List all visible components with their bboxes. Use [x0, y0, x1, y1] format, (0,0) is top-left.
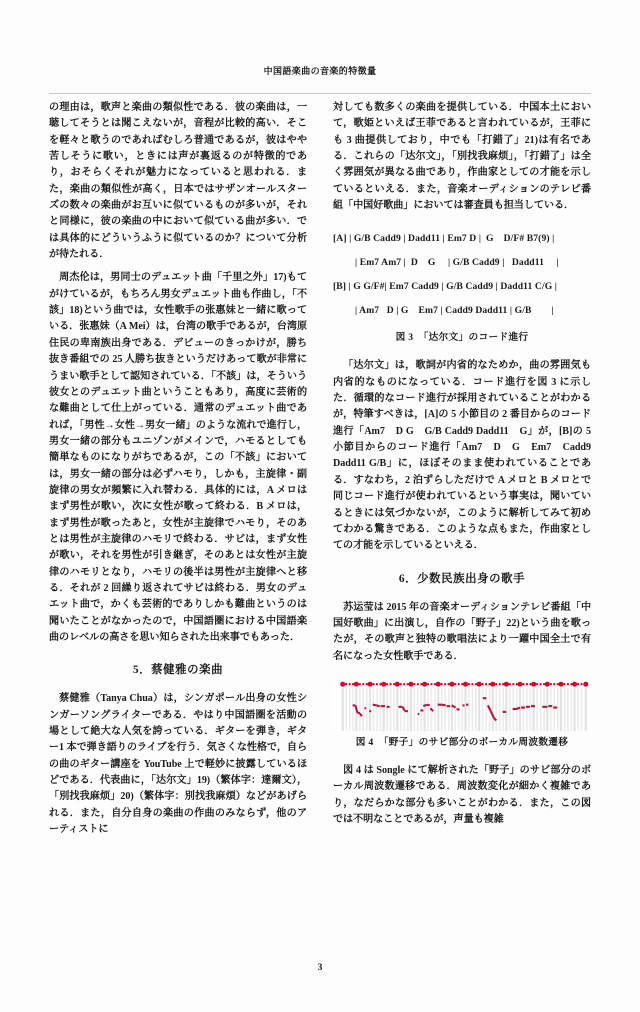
- gridline-subdivision: [366, 688, 368, 731]
- gridline-subdivision: [509, 688, 511, 731]
- gridline-subdivision: [461, 688, 463, 731]
- gridline-subdivision: [550, 688, 552, 731]
- gridline-subdivision: [373, 688, 375, 731]
- subdivision-dot: [420, 683, 422, 685]
- beat-dot: [518, 682, 523, 687]
- closing-gap: [333, 750, 591, 763]
- chord-line-b2: | Am7 D | G Em7 | Cadd9 Dadd11 | G/B |: [355, 305, 554, 317]
- beat-dot: [583, 682, 588, 687]
- gridline-subdivision: [359, 688, 361, 731]
- gridline-beat: [505, 688, 507, 731]
- beat-dot: [449, 682, 454, 687]
- gridline-beat: [492, 688, 494, 731]
- gridline-beat: [423, 688, 425, 731]
- gridline-subdivision: [390, 688, 392, 731]
- gridline-subdivision: [417, 688, 419, 731]
- beat-dot: [354, 682, 359, 687]
- right-intro-paragraph: 対しても数多くの楽曲を提供している．中国本土において，歌姫といえば王菲であると言われているが，王菲にも 3 曲提供しており，中でも「打錯了」21)は有名である．これらの「达尔文」，「別找我麻烦」，「打錯了」は全く雰囲気が異なる曲であり，作曲家としての才能を示しているといえる．また，音楽オーディションのテレビ番組「中国好歌曲」においては審査員も担当している．: [333, 102, 591, 212]
- subdivision-dot: [417, 683, 419, 685]
- chord-line-a1: [A] | G/B Cadd9 | Dadd11 | Em7 D | G D/F# B7(9) |: [333, 233, 555, 245]
- gridline-subdivision: [536, 688, 538, 731]
- subdivision-dot: [563, 683, 565, 685]
- beat-dot: [463, 682, 468, 687]
- subdivision-dot: [512, 683, 514, 685]
- right-analysis-paragraph: 「达尔文」は，歌詞が内省的なためか，曲の雰囲気も内省的なものになっている．コード進行を図 3 に示した．循環的なコード進行が採用されていることがわかるが，特筆すべきは，[A]の 5 小節目の 2 番目からのコード進行「Am7 D G G/B Cadd9 Dadd11 G」が，[B]の 5 小節目からのコード進行「Am7 D G Em7 Cadd9 Dadd11 G/B」に，ほぼそのまま使われていることである．すなわち，2 泊ずらしただけで A メロと B メロとで同じコード進行が使われているという事実は，聞いているときには気づかないが，このように解析してみて初めてわかる驚きである．このような点もまた，作曲家としての才能を示しているといえる．: [333, 360, 591, 552]
- running-head: 中国語楽曲の音楽的特徴量: [263, 66, 377, 76]
- vocal-frequency-chart: [333, 679, 591, 731]
- subdivision-dot: [352, 683, 354, 685]
- pitch-segment: [377, 705, 380, 706]
- section-gap-top: [49, 646, 307, 662]
- gridline-subdivision: [495, 688, 497, 731]
- gridline-subdivision: [553, 688, 555, 731]
- left-column: [49, 100, 307, 838]
- section6-gap-bottom: [333, 587, 591, 600]
- subdivision-dot: [359, 683, 361, 685]
- subdivision-dot: [553, 683, 555, 685]
- gridline-subdivision: [441, 688, 443, 731]
- left-paragraph-1: の理由は，歌声と楽曲の類似性である．彼の楽曲は，一聴してそうとは聞こえないが，音程が比較的高い．そこを軽々と歌うのであればむしろ普通であるが，彼はやや苦しそうに歌い，ときには声が裏返るのが特徴的であり，おそらくそれが魅力になっていると思われる．また，楽曲の類似性が高く，日本ではサザンオールスターズの数々の楽曲がお互いに似ているものが多いが，それと同様に，彼の楽曲の中において似ている曲が多い．では具体的にどういうふうに似ているのか？について分析が待たれる．: [49, 102, 307, 261]
- subdivision-dot: [389, 683, 391, 685]
- gridline-beat: [410, 688, 412, 731]
- pitch-segment: [373, 705, 377, 706]
- subdivision-dot: [502, 683, 504, 685]
- subdivision-dot: [580, 683, 582, 685]
- beat-dot: [436, 682, 441, 687]
- subdivision-dot: [567, 683, 569, 685]
- subdivision-dot: [403, 683, 405, 685]
- gridline-subdivision: [564, 688, 566, 731]
- beat-dot: [545, 682, 550, 687]
- header-rule: [49, 93, 591, 94]
- subdivision-dot: [516, 683, 518, 685]
- pitch-segment: [357, 713, 359, 714]
- figure3-gap-top: [333, 214, 591, 227]
- subdivision-dot: [499, 683, 501, 685]
- beat-dot: [477, 682, 482, 687]
- subdivision-dot: [485, 683, 487, 685]
- subdivision-dot: [430, 683, 432, 685]
- gridline-subdivision: [434, 688, 436, 731]
- gridline-subdivision: [455, 688, 457, 731]
- gridline-subdivision: [540, 688, 542, 731]
- gridline-beat: [342, 688, 344, 731]
- subdivision-dot: [427, 683, 429, 685]
- gridline-subdivision: [345, 688, 347, 731]
- subdivision-dot: [362, 683, 364, 685]
- gridline-subdivision: [577, 688, 579, 731]
- subdivision-dot: [349, 683, 351, 685]
- beat-dot: [408, 682, 413, 687]
- gridline-subdivision: [502, 688, 504, 731]
- section-heading-6: 6．少数民族出身の歌手: [398, 572, 526, 585]
- subdivision-dot: [471, 683, 473, 685]
- beat-dot: [504, 682, 509, 687]
- subdivision-dot: [413, 683, 415, 685]
- gridline-subdivision: [485, 688, 487, 731]
- subdivision-dot: [481, 683, 483, 685]
- chord-line-b1: [B] | G G/F#| Em7 Cadd9 | G/B Cadd9 | Dadd11 C/G |: [333, 281, 557, 293]
- gridline-subdivision: [543, 688, 545, 731]
- subdivision-dot: [488, 683, 490, 685]
- gridline-subdivision: [567, 688, 569, 731]
- gridline-subdivision: [472, 688, 474, 731]
- subdivision-dot: [522, 683, 524, 685]
- pitch-segment: [517, 707, 520, 708]
- gridline-beat: [533, 688, 535, 731]
- gridline-subdivision: [427, 688, 429, 731]
- gridline-beat: [451, 688, 453, 731]
- gridline-subdivision: [414, 688, 416, 731]
- section-heading-5: 5．蔡健雅の楽曲: [132, 664, 224, 677]
- subdivision-dot: [570, 683, 572, 685]
- pitch-segment: [423, 705, 426, 706]
- beat-dot: [531, 682, 536, 687]
- beat-dot: [368, 682, 373, 687]
- gridline-beat: [464, 688, 466, 731]
- gridline-subdivision: [352, 688, 354, 731]
- figure4-plot-area: [333, 679, 591, 731]
- gridline-subdivision: [526, 688, 528, 731]
- gridline-subdivision: [444, 688, 446, 731]
- beat-dot: [381, 682, 386, 687]
- gridline-beat: [369, 688, 371, 731]
- beat-dot: [422, 682, 427, 687]
- subdivision-dot: [434, 683, 436, 685]
- subdivision-dot: [468, 683, 470, 685]
- gridline-subdivision: [393, 688, 395, 731]
- subdivision-dot: [550, 683, 552, 685]
- subdivision-dot: [539, 683, 541, 685]
- subdivision-dot: [366, 683, 368, 685]
- gridline-subdivision: [400, 688, 402, 731]
- gridline-subdivision: [349, 688, 351, 731]
- right-column: [333, 100, 591, 828]
- figure3-caption: 図 3 「达尔文」のコード進行: [395, 332, 529, 344]
- gridline-subdivision: [581, 688, 583, 731]
- subdivision-dot: [372, 683, 374, 685]
- figure3-caption-gap: [333, 323, 591, 330]
- subdivision-dot: [379, 683, 381, 685]
- gridline-subdivision: [380, 688, 382, 731]
- subdivision-dot: [345, 683, 347, 685]
- right-closing-paragraph: 図 4 は Songle にて解析された「野子」のサビ部分のボーカル周波数遷移である．周波数変化が細かく複雑であり，なだらかな部分も多いことがわかる．また，この図では不明なことであるが，声量も複雑: [333, 764, 591, 825]
- pitch-segment: [457, 709, 460, 710]
- subdivision-dot: [461, 683, 463, 685]
- right-section6-paragraph: 苏运莹は 2015 年の音楽オーディションテレビ番組「中国好歌曲」に出演し，自作の「野子」22)という曲を歌ったが，その歌声と独特の歌唱法により一躍中国全土で有名になった女性歌手である．: [333, 601, 591, 662]
- gridline-beat: [546, 688, 548, 731]
- gridline-subdivision: [482, 688, 484, 731]
- gridline-subdivision: [407, 688, 409, 731]
- subdivision-dot: [441, 683, 443, 685]
- figure4-caption: 図 4 「野子」のサビ部分のボーカル周波数遷移: [355, 736, 569, 748]
- figure3-chord-progression: [333, 227, 591, 323]
- gridline-subdivision: [475, 688, 477, 731]
- beat-dot: [558, 682, 563, 687]
- paragraph-gap: [49, 263, 307, 270]
- figure4-block: [333, 679, 591, 750]
- gridline-beat: [396, 688, 398, 731]
- gridline-subdivision: [363, 688, 365, 731]
- gridline-subdivision: [557, 688, 559, 731]
- gridline-beat: [585, 688, 587, 731]
- subdivision-dot: [458, 683, 460, 685]
- subdivision-dot: [454, 683, 456, 685]
- gridline-beat: [519, 688, 521, 731]
- figure3-gap-bottom: [333, 345, 591, 358]
- page-number: 3: [317, 963, 323, 973]
- beat-dot: [572, 682, 577, 687]
- left-section5-paragraph: 蔡健雅（Tanya Chua）は，シンガポール出身の女性シンガーソングライターである．やはり中国語圏を活動の場として絶大な人気を誇っている．ギターを弾き，ギター1 本で弾き語りのライブを行う．気さくな性格で，自らの曲のギター講座を YouTube 上で軽妙に披露しているほどである．代表曲に，「达尔文」19)（繁体字：達爾文），「別找我麻烦」20)（繁体字：別找我麻煩）などがあげられる．また，自分自身の楽曲の作曲のみならず，他のアーティストに: [49, 693, 307, 836]
- gridline-beat: [574, 688, 576, 731]
- pitch-segment: [427, 705, 430, 706]
- figure4-gap-top: [333, 665, 591, 679]
- subdivision-dot: [386, 683, 388, 685]
- beat-dot: [490, 682, 495, 687]
- subdivision-dot: [529, 683, 531, 685]
- subdivision-dot: [444, 683, 446, 685]
- section6-gap-top: [333, 555, 591, 571]
- subdivision-dot: [475, 683, 477, 685]
- gridline-subdivision: [499, 688, 501, 731]
- gridline-beat: [437, 688, 439, 731]
- subdivision-dot: [509, 683, 511, 685]
- gridline-subdivision: [523, 688, 525, 731]
- subdivision-dot: [495, 683, 497, 685]
- left-paragraph-2: 周杰伦は，男同士のデュエット曲「千里之外」17)もてがけているが，もちろん男女デュエット曲も作曲し，「不該」18)という曲では，女性歌手の张惠妹と一緒に歌っている．张惠妹（A Mei）は，台湾の歌手であるが，台湾原住民の卑南族出身である．デビューのきっかけが，勝ち抜き番組での 25 人勝ち抜きというだけあって歌が非常にうまい歌手として認知されている．「不該」は，そういう彼女とのデュエット曲ということもあり，高度に芸術的な難曲として仕上がっている．通常のデュエット曲であれば，「男性→女性→男女一緒」のような流れで進行し，男女一緒の部分もユニゾンがメインで，ハモるとしても簡単なものになりがちであるが，この「不該」においては，男女一緒の部分は必ずハモり，しかも，主旋律・副旋律の男女が頻繁に入れ替わる．具体的には，A メロはまず男性が歌い，次に女性が歌って終わる．B メロは，まず男性が歌ったあと，女性が主旋律でハモり，そのあとは男性が主旋律のハモリで終わる．サビは，まず女性が歌い，それを男性が引き継ぎ，そのあとは女性が主旋律のハモリとなり，ハモリの後半は男性が主旋律へと移る．それが 2 回繰り返されてサビは終わる．男女のデュエット曲で，かくも芸術的でありしかも難曲というのは聞いたことがなかったので，中国語圏における中国語楽曲のレベルの高さを思い知らされた出来事でもあった．: [49, 272, 307, 643]
- subdivision-dot: [407, 683, 409, 685]
- pitch-segment: [442, 705, 446, 706]
- beat-dot: [340, 682, 345, 687]
- subdivision-dot: [526, 683, 528, 685]
- gridline-beat: [383, 688, 385, 731]
- subdivision-dot: [577, 683, 579, 685]
- subdivision-dot: [393, 683, 395, 685]
- gridline-subdivision: [530, 688, 532, 731]
- gridline-beat: [560, 688, 562, 731]
- two-column-body: [49, 100, 591, 950]
- gridline-beat: [478, 688, 480, 731]
- subdivision-dot: [400, 683, 402, 685]
- subdivision-dot: [557, 683, 559, 685]
- subdivision-dot: [447, 683, 449, 685]
- chord-line-a2: | Em7 Am7 | D G | G/B Cadd9 | Dadd11 |: [355, 257, 559, 269]
- subdivision-dot: [376, 683, 378, 685]
- section-gap-bottom: [49, 678, 307, 691]
- gridline-subdivision: [468, 688, 470, 731]
- subdivision-dot: [536, 683, 538, 685]
- gridline-subdivision: [386, 688, 388, 731]
- gridline-subdivision: [571, 688, 573, 731]
- gridline-subdivision: [376, 688, 378, 731]
- subdivision-dot: [543, 683, 545, 685]
- gridline-subdivision: [448, 688, 450, 731]
- beat-dot: [395, 682, 400, 687]
